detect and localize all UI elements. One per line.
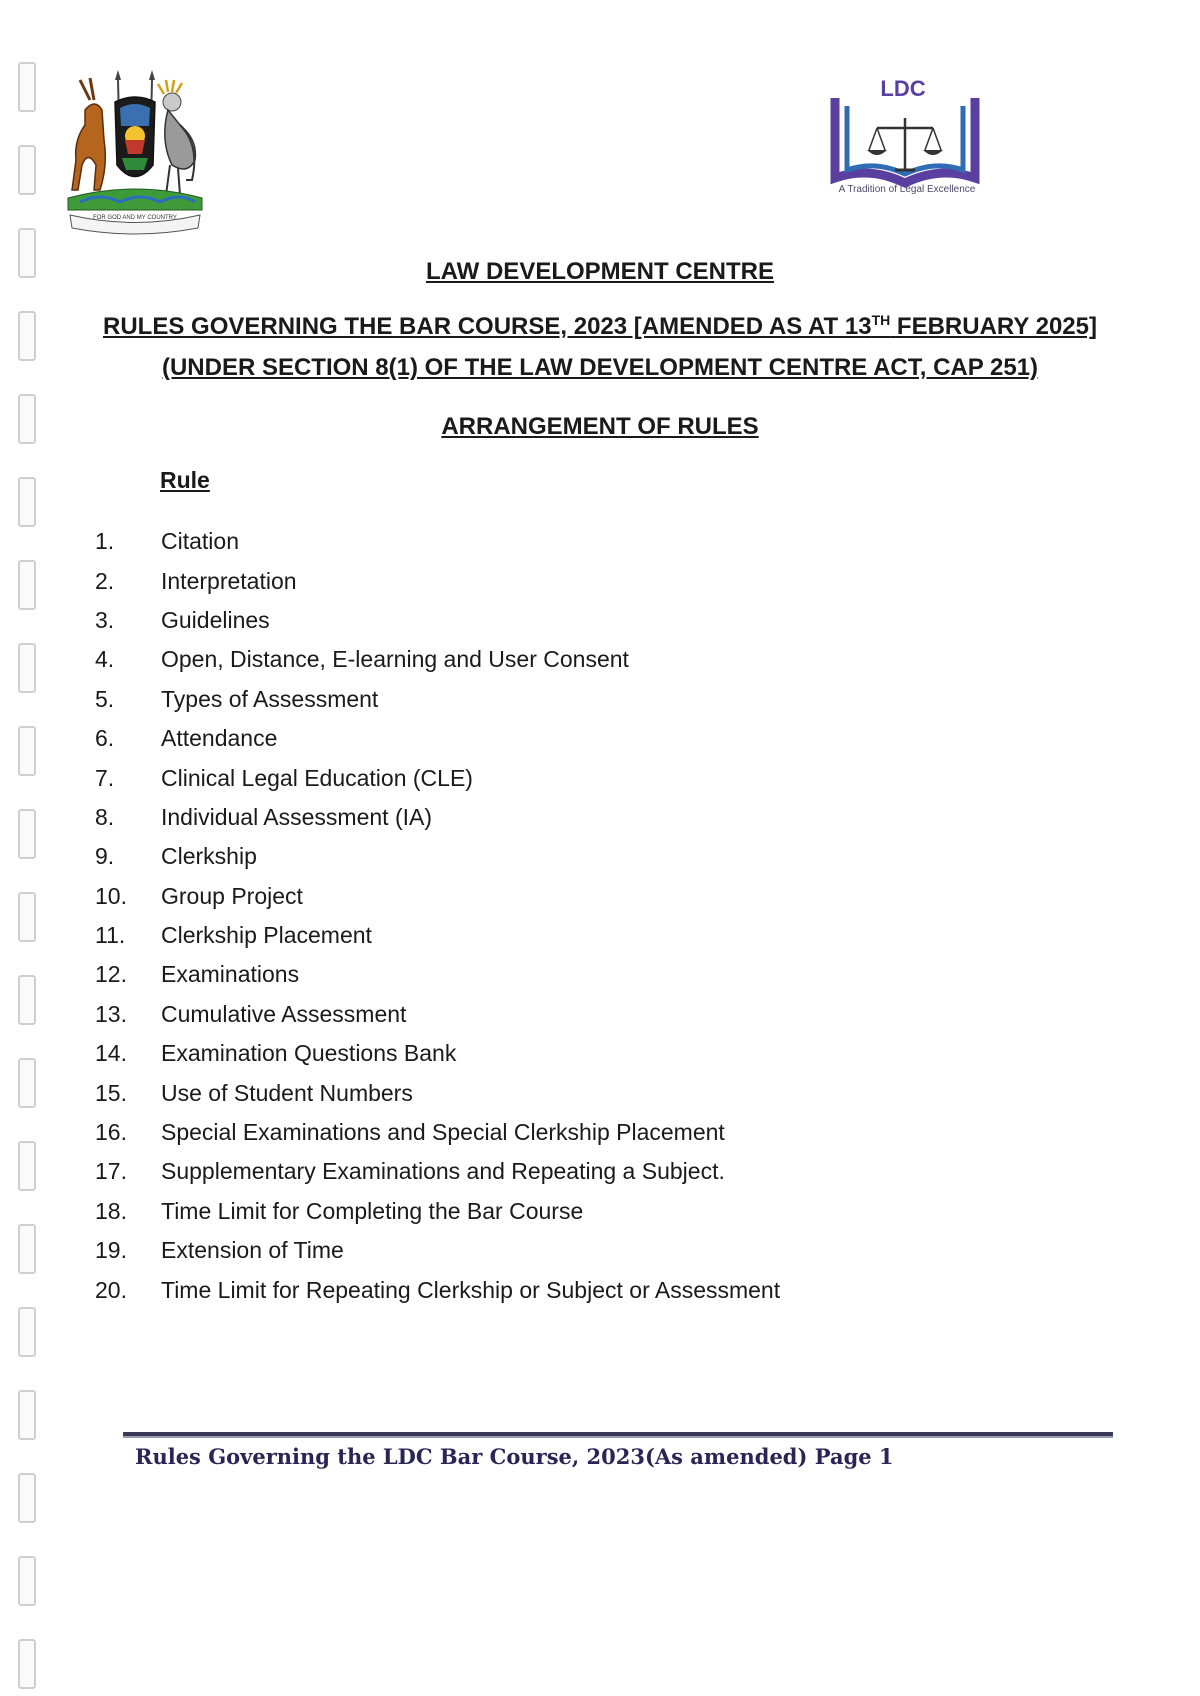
coat-of-arms-icon bbox=[60, 70, 210, 235]
rule-title: Clerkship Placement bbox=[161, 922, 372, 949]
rule-column-label: Rule bbox=[160, 467, 210, 493]
rule-title: Types of Assessment bbox=[161, 685, 379, 712]
rule-number: 20. bbox=[95, 1276, 127, 1303]
institution-title: LAW DEVELOPMENT CENTRE bbox=[425, 258, 774, 285]
rule-number: 17. bbox=[95, 1158, 127, 1185]
rules-list bbox=[95, 522, 995, 1310]
ldc-logo-text: LDC bbox=[880, 76, 926, 101]
arrangement-title: ARRANGEMENT OF RULES bbox=[441, 413, 759, 440]
binding-hole bbox=[18, 1058, 36, 1108]
binding-holes bbox=[8, 0, 48, 1696]
rule-number: 3. bbox=[95, 606, 115, 633]
rule-title: Open, Distance, E-learning and User Consent bbox=[161, 646, 629, 673]
binding-hole bbox=[18, 477, 36, 527]
binding-hole bbox=[18, 892, 36, 942]
binding-hole bbox=[18, 560, 36, 610]
rules-title-superscript: TH bbox=[871, 312, 891, 328]
rule-number: 16. bbox=[95, 1119, 127, 1146]
rule-number: 9. bbox=[95, 843, 115, 870]
list-item bbox=[95, 916, 995, 955]
list-item bbox=[95, 837, 995, 876]
list-item bbox=[95, 1192, 995, 1231]
rules-title bbox=[0, 312, 1200, 341]
list-item bbox=[95, 640, 995, 679]
coat-of-arms-motto: FOR GOD AND MY COUNTRY bbox=[93, 215, 177, 221]
list-item bbox=[95, 877, 995, 916]
binding-hole bbox=[18, 1224, 36, 1274]
list-item bbox=[95, 1270, 995, 1309]
list-item bbox=[95, 1073, 995, 1112]
binding-hole bbox=[18, 1390, 36, 1440]
rule-number: 18. bbox=[95, 1197, 127, 1224]
section-title: (UNDER SECTION 8(1) OF THE LAW DEVELOPMENT CENTRE ACT, CAP 251) bbox=[161, 354, 1039, 381]
rule-title: Individual Assessment (IA) bbox=[161, 803, 433, 830]
rule-number: 5. bbox=[95, 685, 115, 712]
rule-number: 7. bbox=[95, 764, 115, 791]
ldc-tagline: A Tradition of Legal Excellence bbox=[838, 184, 976, 195]
rule-number: 11. bbox=[95, 922, 126, 949]
list-item bbox=[95, 561, 995, 600]
rule-title: Examination Questions Bank bbox=[161, 1040, 457, 1067]
rule-title: Clerkship bbox=[161, 843, 257, 870]
rule-title: Examinations bbox=[161, 961, 300, 988]
list-item bbox=[95, 522, 995, 561]
rule-title: Time Limit for Completing the Bar Course bbox=[161, 1197, 584, 1224]
rules-title-prefix: RULES GOVERNING THE BAR COURSE, 2023 [AMENDED AS AT 13 bbox=[103, 313, 872, 340]
page-footer: Rules Governing the LDC Bar Course, 2023(As amended) Page 1 bbox=[135, 1444, 894, 1469]
binding-hole bbox=[18, 975, 36, 1025]
rule-title: Citation bbox=[161, 528, 239, 555]
rule-number: 13. bbox=[95, 1000, 127, 1027]
list-item bbox=[95, 955, 995, 994]
binding-hole bbox=[18, 1473, 36, 1523]
rule-title: Time Limit for Repeating Clerkship or Subject or Assessment bbox=[161, 1276, 781, 1303]
list-item bbox=[95, 1113, 995, 1152]
binding-hole bbox=[18, 145, 36, 195]
binding-hole bbox=[18, 1556, 36, 1606]
binding-hole bbox=[18, 643, 36, 693]
rule-number: 4. bbox=[95, 646, 115, 673]
list-item bbox=[95, 995, 995, 1034]
rule-number: 8. bbox=[95, 803, 115, 830]
rule-number: 10. bbox=[95, 882, 127, 909]
rule-title: Special Examinations and Special Clerkship Placement bbox=[161, 1119, 725, 1146]
rule-number: 12. bbox=[95, 961, 127, 988]
rule-title: Clinical Legal Education (CLE) bbox=[161, 764, 473, 791]
list-item bbox=[95, 680, 995, 719]
list-item bbox=[95, 758, 995, 797]
rule-number: 1. bbox=[95, 528, 115, 555]
rules-title-suffix: FEBRUARY 2025] bbox=[890, 313, 1097, 340]
binding-hole bbox=[18, 809, 36, 859]
rule-number: 19. bbox=[95, 1237, 127, 1264]
rule-title: Use of Student Numbers bbox=[161, 1079, 413, 1106]
rule-title: Extension of Time bbox=[161, 1237, 344, 1264]
binding-hole bbox=[18, 62, 36, 112]
rule-number: 2. bbox=[95, 567, 115, 594]
list-item bbox=[95, 719, 995, 758]
binding-hole bbox=[18, 1141, 36, 1191]
rule-title: Attendance bbox=[161, 725, 278, 752]
rule-title: Group Project bbox=[161, 882, 303, 909]
rule-number: 14. bbox=[95, 1040, 127, 1067]
footer-divider bbox=[123, 1432, 1113, 1438]
rule-title: Interpretation bbox=[161, 567, 297, 594]
list-item bbox=[95, 1034, 995, 1073]
list-item bbox=[95, 1231, 995, 1270]
rule-title: Guidelines bbox=[161, 606, 270, 633]
list-item bbox=[95, 798, 995, 837]
rule-title: Supplementary Examinations and Repeating a Subject. bbox=[161, 1158, 725, 1185]
binding-hole bbox=[18, 1639, 36, 1689]
binding-hole bbox=[18, 726, 36, 776]
list-item bbox=[95, 601, 995, 640]
rule-title: Cumulative Assessment bbox=[161, 1000, 407, 1027]
rule-number: 15. bbox=[95, 1079, 127, 1106]
binding-hole bbox=[18, 1307, 36, 1357]
list-item bbox=[95, 1152, 995, 1191]
rule-number: 6. bbox=[95, 725, 115, 752]
